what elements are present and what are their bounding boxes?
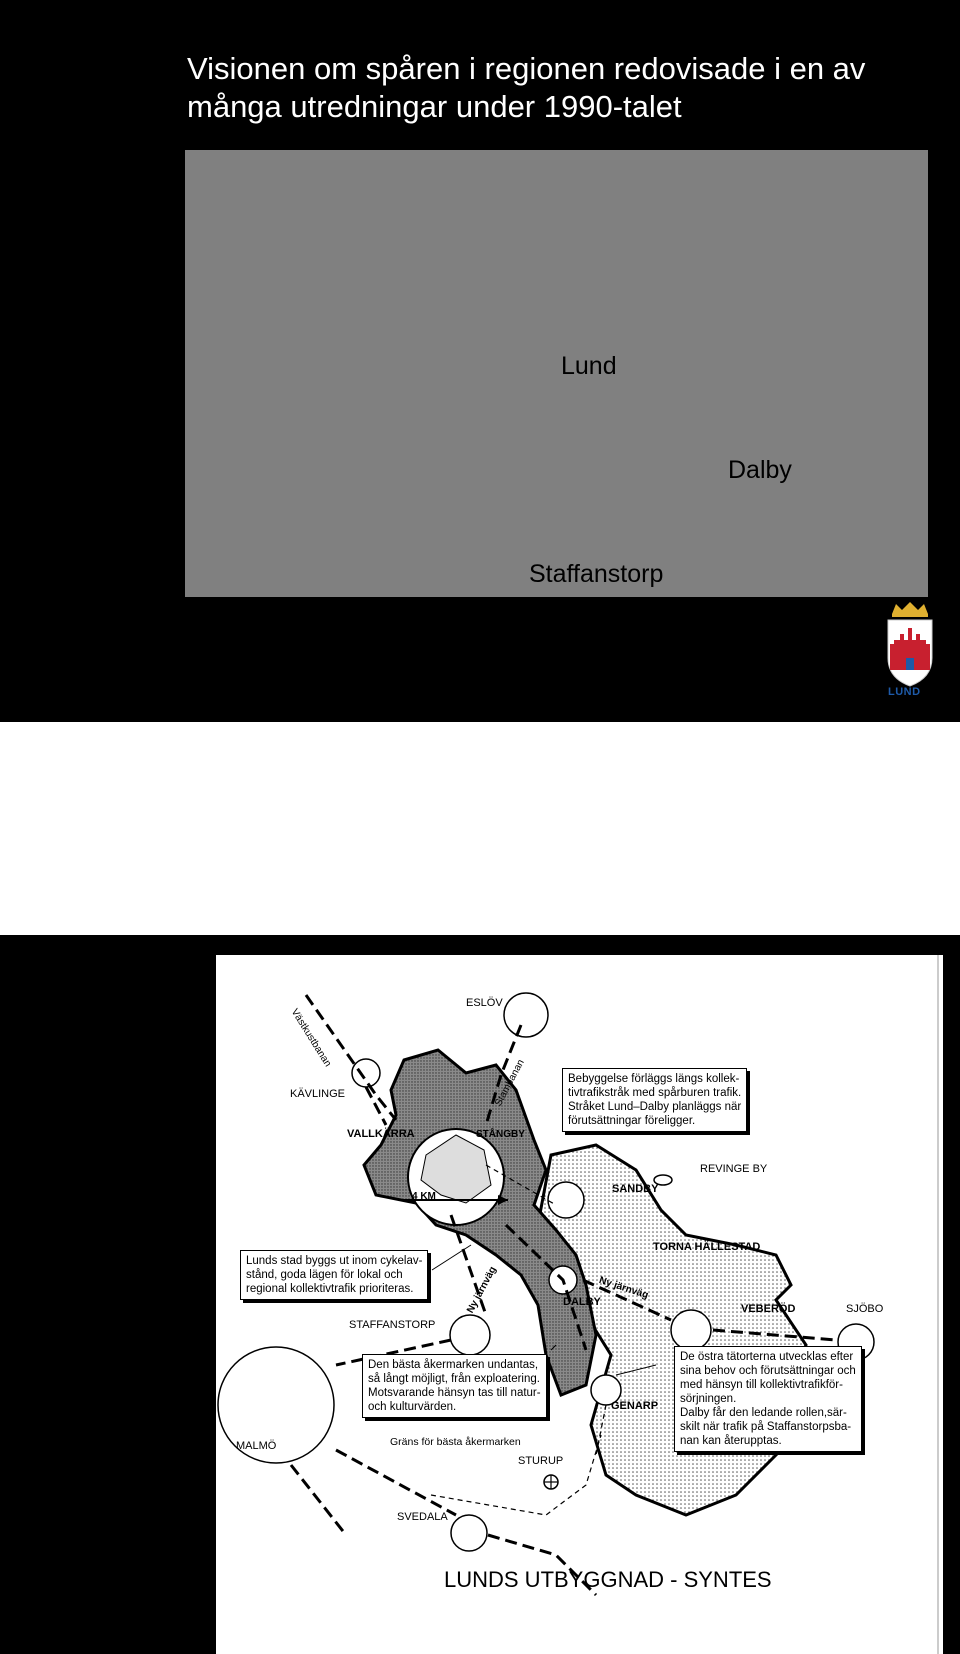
label-4km: 4 KM bbox=[412, 1191, 436, 1202]
label-sturup: STURUP bbox=[518, 1455, 564, 1467]
logo-text: LUND bbox=[888, 686, 921, 698]
note-line: med hänsyn till kollektivtrafikför- bbox=[680, 1379, 843, 1391]
note-line: skilt när trafik på Staffanstorpsba- bbox=[680, 1421, 852, 1433]
label-dalby: DALBY bbox=[563, 1296, 601, 1308]
map-title: LUNDS UTBYGGNAD - SYNTES bbox=[444, 1567, 772, 1592]
label-torna-hallestad: TORNA HÄLLESTAD bbox=[653, 1241, 761, 1253]
place-label-staffanstorp: Staffanstorp bbox=[529, 560, 664, 588]
label-ny-jarnvag-2: Ny järnväg bbox=[597, 1275, 650, 1302]
label-eslov: ESLÖV bbox=[466, 997, 503, 1009]
note-line: stånd, goda lägen för lokal och bbox=[246, 1269, 403, 1281]
note-line: Den bästa åkermarken undantas, bbox=[368, 1359, 539, 1371]
slide-1-title bbox=[187, 50, 907, 126]
label-veberod: VEBERÖD bbox=[741, 1303, 796, 1315]
label-genarp: GENARP bbox=[611, 1400, 659, 1412]
malmo-southwest-line bbox=[291, 1465, 346, 1535]
note-lunds-stad bbox=[240, 1250, 428, 1300]
kavlinge-circle bbox=[352, 1059, 380, 1087]
label-sandby: SANDBY bbox=[612, 1183, 659, 1195]
title-line-2: många utredningar under 1990-talet bbox=[187, 89, 682, 124]
note-line: förutsättningar föreligger. bbox=[568, 1115, 696, 1127]
note-line: tivtrafikstråk med spårburen trafik. bbox=[568, 1087, 742, 1099]
label-vastkustbanan: Västkustbanan bbox=[288, 1007, 334, 1069]
staffanstorp-circle bbox=[450, 1315, 490, 1355]
svedala-circle bbox=[451, 1515, 487, 1551]
note-line: De östra tätorterna utvecklas efter bbox=[680, 1351, 854, 1363]
note-line: så långt möjligt, från exploatering. bbox=[368, 1373, 540, 1385]
map-placeholder-panel bbox=[185, 150, 928, 597]
label-malmo: MALMÖ bbox=[236, 1440, 277, 1452]
title-line-1: Visionen om spåren i regionen redovisade i en av bbox=[187, 51, 866, 86]
note-line: sina behov och förutsättningar och bbox=[680, 1365, 856, 1377]
sandby-circle bbox=[548, 1182, 584, 1218]
note-line: och kulturvärden. bbox=[368, 1401, 457, 1413]
note-line: Motsvarande hänsyn tas till natur- bbox=[368, 1387, 541, 1399]
label-vallkarra: VALLKÄRRA bbox=[347, 1128, 415, 1140]
label-svedala: SVEDALA bbox=[397, 1511, 448, 1523]
note-line: sörjningen. bbox=[680, 1393, 737, 1405]
label-staffanstorp: STAFFANSTORP bbox=[349, 1319, 436, 1331]
note-akermark bbox=[362, 1354, 547, 1418]
label-kavlinge: KÄVLINGE bbox=[290, 1088, 346, 1100]
lund-development-map bbox=[216, 955, 943, 1654]
label-ny-jarnvag-1: Ny järnväg bbox=[465, 1264, 499, 1316]
label-stambanan: Stambanan bbox=[493, 1057, 527, 1109]
label-sjobo: SJÖBO bbox=[846, 1303, 884, 1315]
note-line: Bebyggelse förläggs längs kollek- bbox=[568, 1073, 740, 1085]
malmo-south-line bbox=[336, 1450, 456, 1515]
note-line: nan kan återupptas. bbox=[680, 1435, 782, 1447]
note-ostra-tatorter bbox=[674, 1346, 862, 1452]
note-bebyggelse bbox=[562, 1068, 747, 1132]
note-line: regional kollektivtrafik prioriteras. bbox=[246, 1283, 414, 1295]
slide-2 bbox=[0, 935, 960, 1654]
eslov-circle bbox=[504, 993, 548, 1037]
place-label-dalby: Dalby bbox=[728, 456, 792, 484]
note-line: Stråket Lund–Dalby planläggs när bbox=[568, 1101, 742, 1113]
label-stangby: STÅNGBY bbox=[476, 1129, 525, 1140]
note-line: Dalby får den ledande rollen,sär- bbox=[680, 1407, 847, 1419]
lund-coat-of-arms-logo bbox=[884, 600, 936, 702]
veberod-circle bbox=[671, 1310, 711, 1350]
note-line: Lunds stad byggs ut inom cykelav- bbox=[246, 1255, 423, 1267]
label-grans-akermark: Gräns för bästa åkermarken bbox=[390, 1436, 521, 1448]
slide-1 bbox=[0, 0, 960, 722]
label-revinge-by: REVINGE BY bbox=[700, 1163, 768, 1175]
place-label-lund: Lund bbox=[561, 352, 617, 380]
